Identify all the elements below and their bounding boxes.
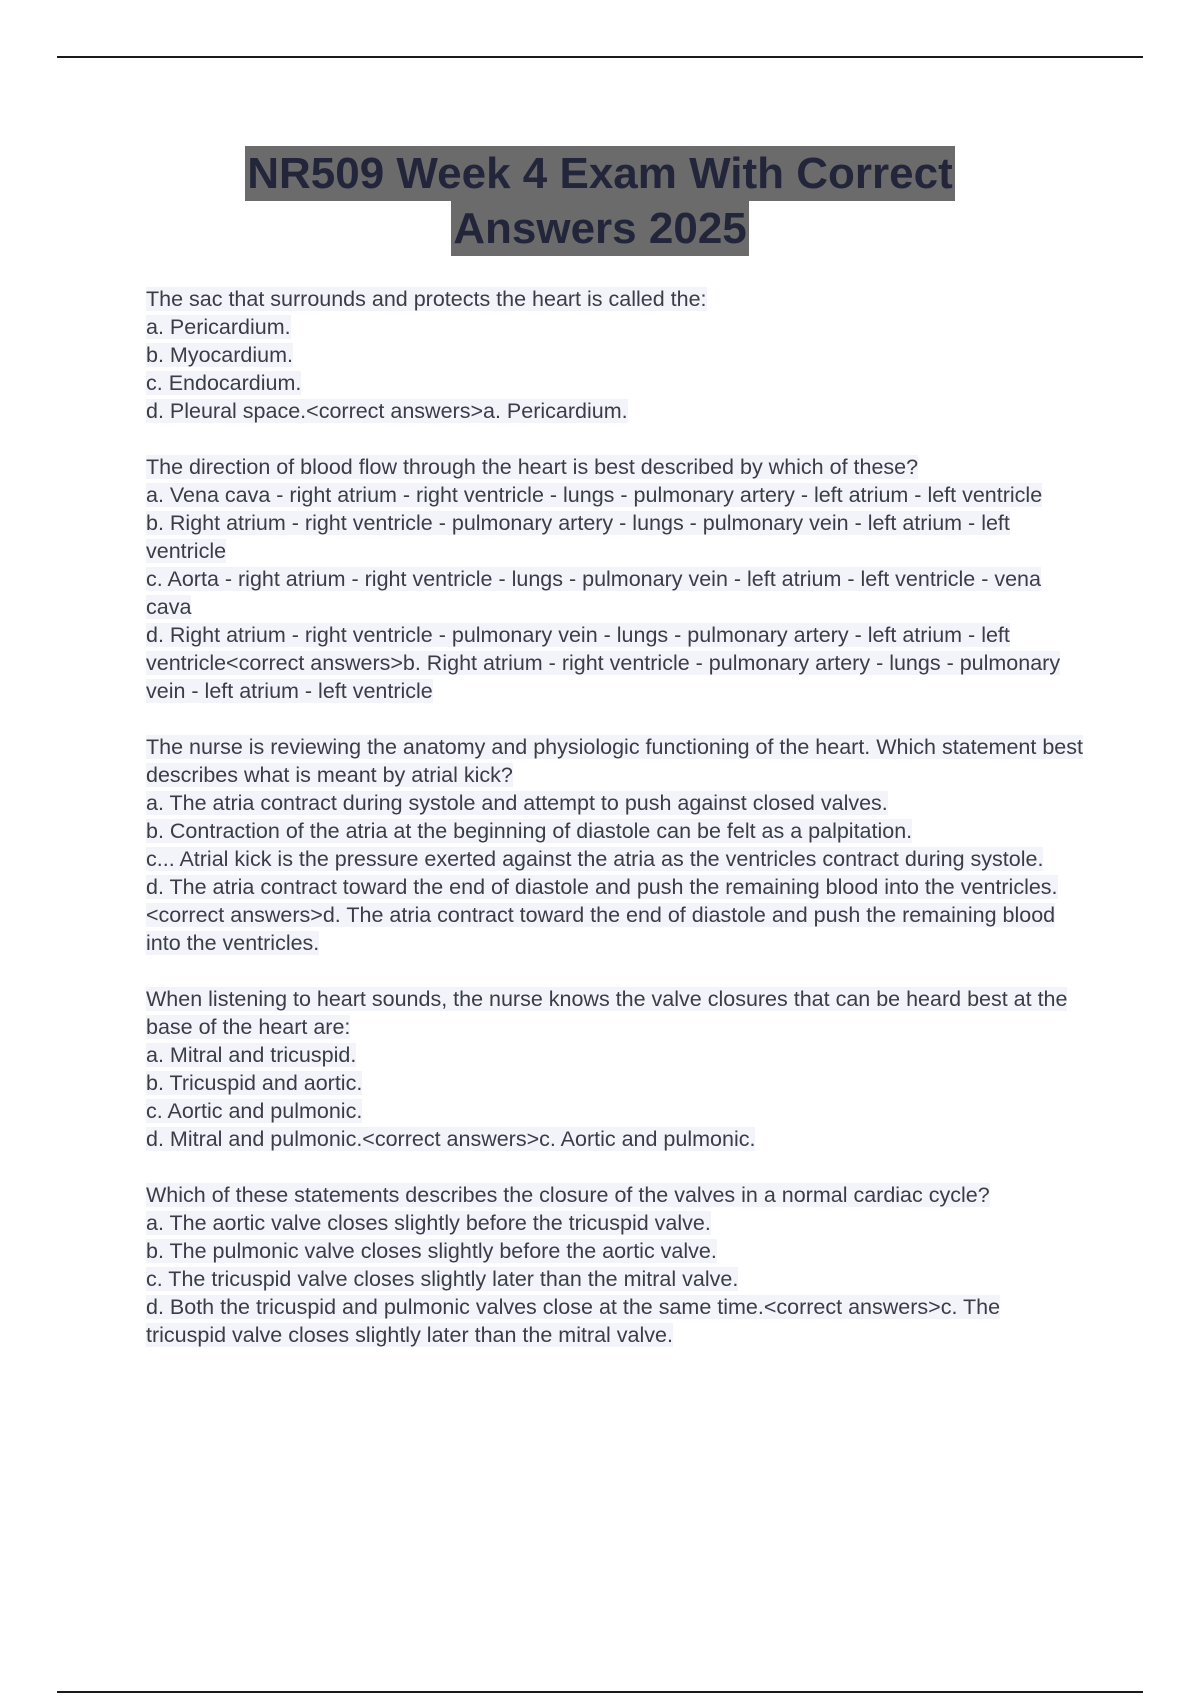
question-1-option-c: c. Endocardium. — [146, 371, 302, 395]
document-body — [146, 285, 1086, 1377]
title-line-2: Answers 2025 — [451, 201, 749, 256]
top-rule — [57, 56, 1143, 58]
question-5-option-d-answer: d. Both the tricuspid and pulmonic valves close at the same time.<correct answers>c. The tricuspid valve closes slightly later than the mitral valve. — [146, 1295, 1001, 1347]
question-2-option-d-answer: d. Right atrium - right ventricle - pulmonary vein - lungs - pulmonary artery - left atrium - left ventricle<correct answers>b. Right atrium - right ventricle - pulmonary artery - lungs - pulmonary vein - left atrium - left ventricle — [146, 623, 1061, 703]
question-1 — [146, 285, 1086, 425]
question-5-stem: Which of these statements describes the closure of the valves in a normal cardiac cycle? — [146, 1183, 990, 1207]
question-4-option-d-answer: d. Mitral and pulmonic.<correct answers>c. Aortic and pulmonic. — [146, 1127, 756, 1151]
question-2-option-a: a. Vena cava - right atrium - right ventricle - lungs - pulmonary artery - left atrium - left ventricle — [146, 483, 1043, 507]
question-3-option-b: b. Contraction of the atria at the beginning of diastole can be felt as a palpitation. — [146, 819, 913, 843]
question-3 — [146, 733, 1086, 957]
document-title — [0, 146, 1200, 256]
question-1-option-d-answer: d. Pleural space.<correct answers>a. Pericardium. — [146, 399, 628, 423]
question-3-stem: The nurse is reviewing the anatomy and physiologic functioning of the heart. Which statement best describes what is meant by atrial kick? — [146, 735, 1083, 787]
question-4-option-a: a. Mitral and tricuspid. — [146, 1043, 357, 1067]
question-4-option-b: b. Tricuspid and aortic. — [146, 1071, 363, 1095]
question-2-option-b: b. Right atrium - right ventricle - pulmonary artery - lungs - pulmonary vein - left atrium - left ventricle — [146, 511, 1010, 563]
question-4-stem: When listening to heart sounds, the nurse knows the valve closures that can be heard best at the base of the heart are: — [146, 987, 1068, 1039]
question-4-option-c: c. Aortic and pulmonic. — [146, 1099, 363, 1123]
question-2 — [146, 453, 1086, 705]
question-2-option-c: c. Aorta - right atrium - right ventricle - lungs - pulmonary vein - left atrium - left ventricle - vena cava — [146, 567, 1041, 619]
question-5-option-b: b. The pulmonic valve closes slightly before the aortic valve. — [146, 1239, 717, 1263]
bottom-rule — [57, 1691, 1143, 1693]
question-3-option-d-answer: d. The atria contract toward the end of diastole and push the remaining blood into the ventricles.<correct answers>d. The atria contract toward the end of diastole and push the remaining blood into the ventricles. — [146, 875, 1058, 955]
question-4 — [146, 985, 1086, 1153]
question-1-option-a: a. Pericardium. — [146, 315, 291, 339]
title-line-1: NR509 Week 4 Exam With Correct — [245, 146, 955, 201]
question-1-stem: The sac that surrounds and protects the heart is called the: — [146, 287, 707, 311]
question-1-option-b: b. Myocardium. — [146, 343, 293, 367]
question-5-option-a: a. The aortic valve closes slightly before the tricuspid valve. — [146, 1211, 711, 1235]
question-3-option-c: c... Atrial kick is the pressure exerted against the atria as the ventricles contract during systole. — [146, 847, 1044, 871]
question-5-option-c: c. The tricuspid valve closes slightly later than the mitral valve. — [146, 1267, 739, 1291]
question-2-stem: The direction of blood flow through the heart is best described by which of these? — [146, 455, 919, 479]
question-3-option-a: a. The atria contract during systole and attempt to push against closed valves. — [146, 791, 888, 815]
question-5 — [146, 1181, 1086, 1349]
